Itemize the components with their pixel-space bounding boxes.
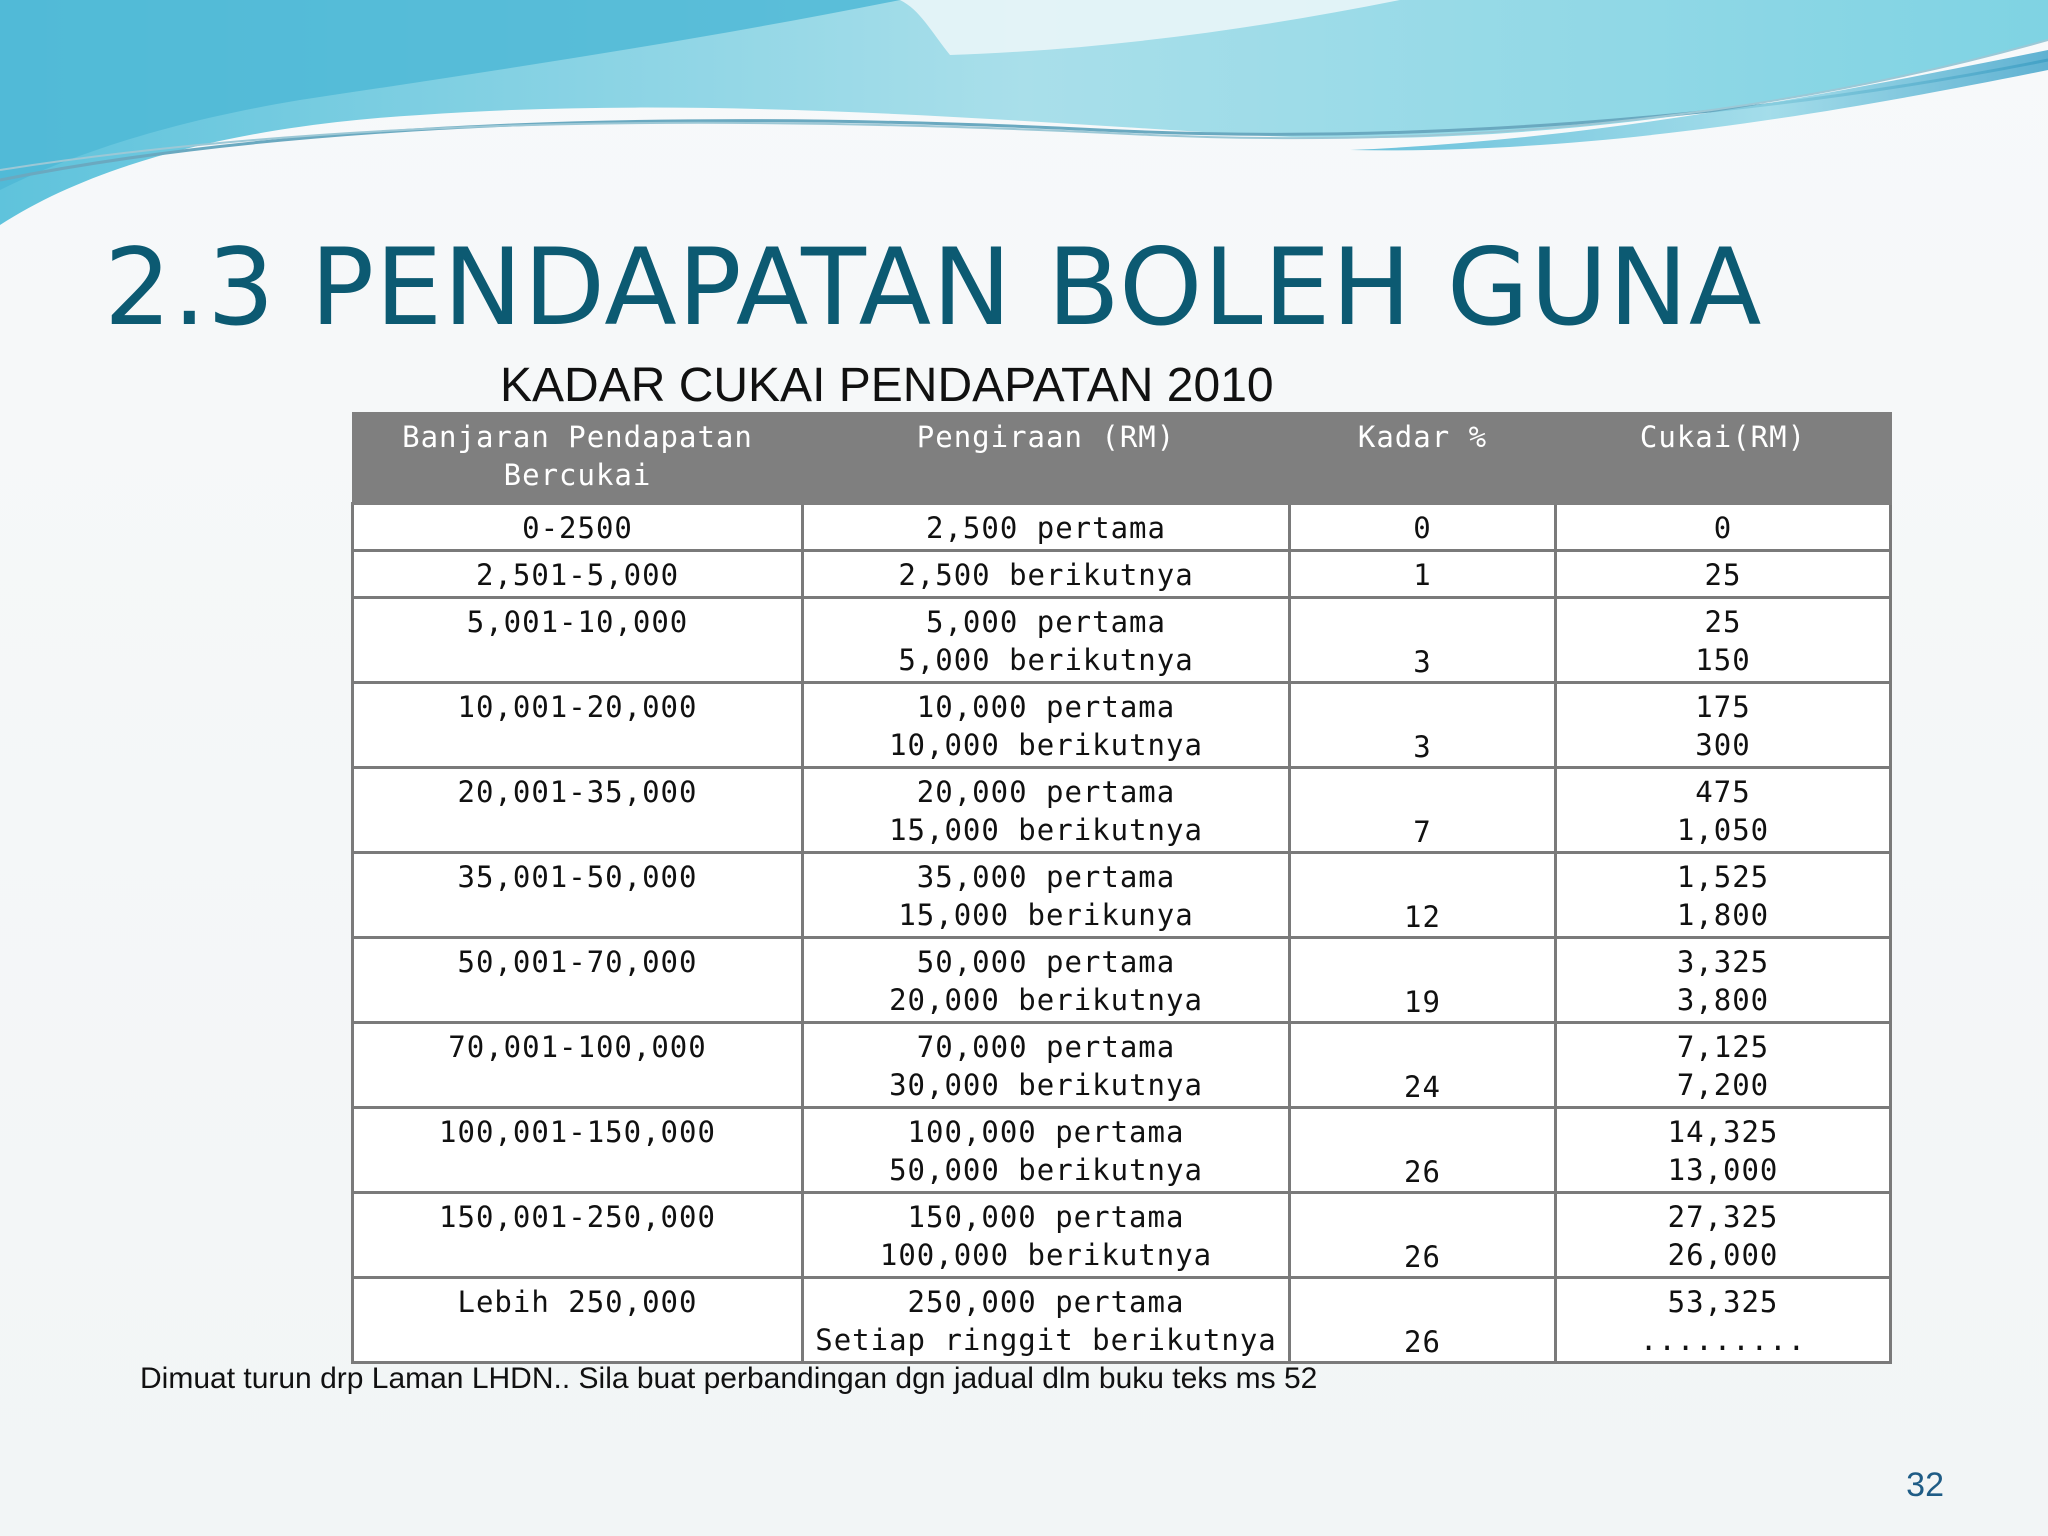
cell-tax: 14,325 13,000 [1556, 1108, 1891, 1193]
cell-range: 100,001-150,000 [353, 1108, 803, 1193]
cell-tax: 25 [1556, 551, 1891, 598]
cell-range: 20,001-35,000 [353, 768, 803, 853]
table-row [353, 768, 1891, 853]
cell-range: 10,001-20,000 [353, 683, 803, 768]
cell-range: 5,001-10,000 [353, 598, 803, 683]
cell-calc: 50,000 pertama 20,000 berikutnya [803, 938, 1290, 1023]
cell-rate: 0 [1290, 504, 1556, 551]
table-row [353, 551, 1891, 598]
cell-calc: 10,000 pertama 10,000 berikutnya [803, 683, 1290, 768]
table-row [353, 853, 1891, 938]
cell-rate: 24 [1290, 1023, 1556, 1108]
source-footnote: Dimuat turun drp Laman LHDN.. Sila buat perbandingan dgn jadual dlm buku teks ms 52 [140, 1362, 1318, 1395]
cell-tax: 7,125 7,200 [1556, 1023, 1891, 1108]
table-row [353, 938, 1891, 1023]
cell-range: 35,001-50,000 [353, 853, 803, 938]
cell-rate: 26 [1290, 1278, 1556, 1363]
cell-tax: 0 [1556, 504, 1891, 551]
cell-calc: 20,000 pertama 15,000 berikutnya [803, 768, 1290, 853]
cell-calc: 70,000 pertama 30,000 berikutnya [803, 1023, 1290, 1108]
header-calculation: Pengiraan (RM) [803, 413, 1290, 504]
cell-range: 0-2500 [353, 504, 803, 551]
table-row [353, 598, 1891, 683]
table-row [353, 504, 1891, 551]
cell-tax: 175 300 [1556, 683, 1891, 768]
cell-rate: 12 [1290, 853, 1556, 938]
cell-tax: 27,325 26,000 [1556, 1193, 1891, 1278]
cell-rate: 3 [1290, 598, 1556, 683]
cell-tax: 1,525 1,800 [1556, 853, 1891, 938]
table-row [353, 1193, 1891, 1278]
table-row [353, 1023, 1891, 1108]
header-rate: Kadar % [1290, 413, 1556, 504]
tax-rate-table [351, 412, 1892, 1364]
table-title: KADAR CUKAI PENDAPATAN 2010 [500, 359, 1274, 412]
cell-calc: 2,500 pertama [803, 504, 1290, 551]
header-income-range: Banjaran Pendapatan Bercukai [353, 413, 803, 504]
table-row [353, 683, 1891, 768]
page-number: 32 [1906, 1466, 1944, 1504]
cell-range: 150,001-250,000 [353, 1193, 803, 1278]
cell-calc: 100,000 pertama 50,000 berikutnya [803, 1108, 1290, 1193]
cell-calc: 250,000 pertama Setiap ringgit berikutnya [803, 1278, 1290, 1363]
cell-calc: 2,500 berikutnya [803, 551, 1290, 598]
cell-tax: 53,325 ......... [1556, 1278, 1891, 1363]
cell-tax: 3,325 3,800 [1556, 938, 1891, 1023]
header-tax: Cukai(RM) [1556, 413, 1891, 504]
cell-rate: 19 [1290, 938, 1556, 1023]
cell-calc: 150,000 pertama 100,000 berikutnya [803, 1193, 1290, 1278]
cell-rate: 26 [1290, 1108, 1556, 1193]
table-header-row [353, 413, 1891, 504]
slide-title: 2.3 PENDAPATAN BOLEH GUNA [104, 226, 1763, 349]
cell-rate: 26 [1290, 1193, 1556, 1278]
cell-tax: 475 1,050 [1556, 768, 1891, 853]
cell-range: Lebih 250,000 [353, 1278, 803, 1363]
table-row [353, 1108, 1891, 1193]
header-wave-decoration [0, 0, 2048, 240]
cell-range: 70,001-100,000 [353, 1023, 803, 1108]
cell-rate: 7 [1290, 768, 1556, 853]
cell-range: 50,001-70,000 [353, 938, 803, 1023]
cell-calc: 35,000 pertama 15,000 berikunya [803, 853, 1290, 938]
cell-rate: 3 [1290, 683, 1556, 768]
cell-tax: 25 150 [1556, 598, 1891, 683]
cell-rate: 1 [1290, 551, 1556, 598]
cell-range: 2,501-5,000 [353, 551, 803, 598]
table-row [353, 1278, 1891, 1363]
cell-calc: 5,000 pertama 5,000 berikutnya [803, 598, 1290, 683]
